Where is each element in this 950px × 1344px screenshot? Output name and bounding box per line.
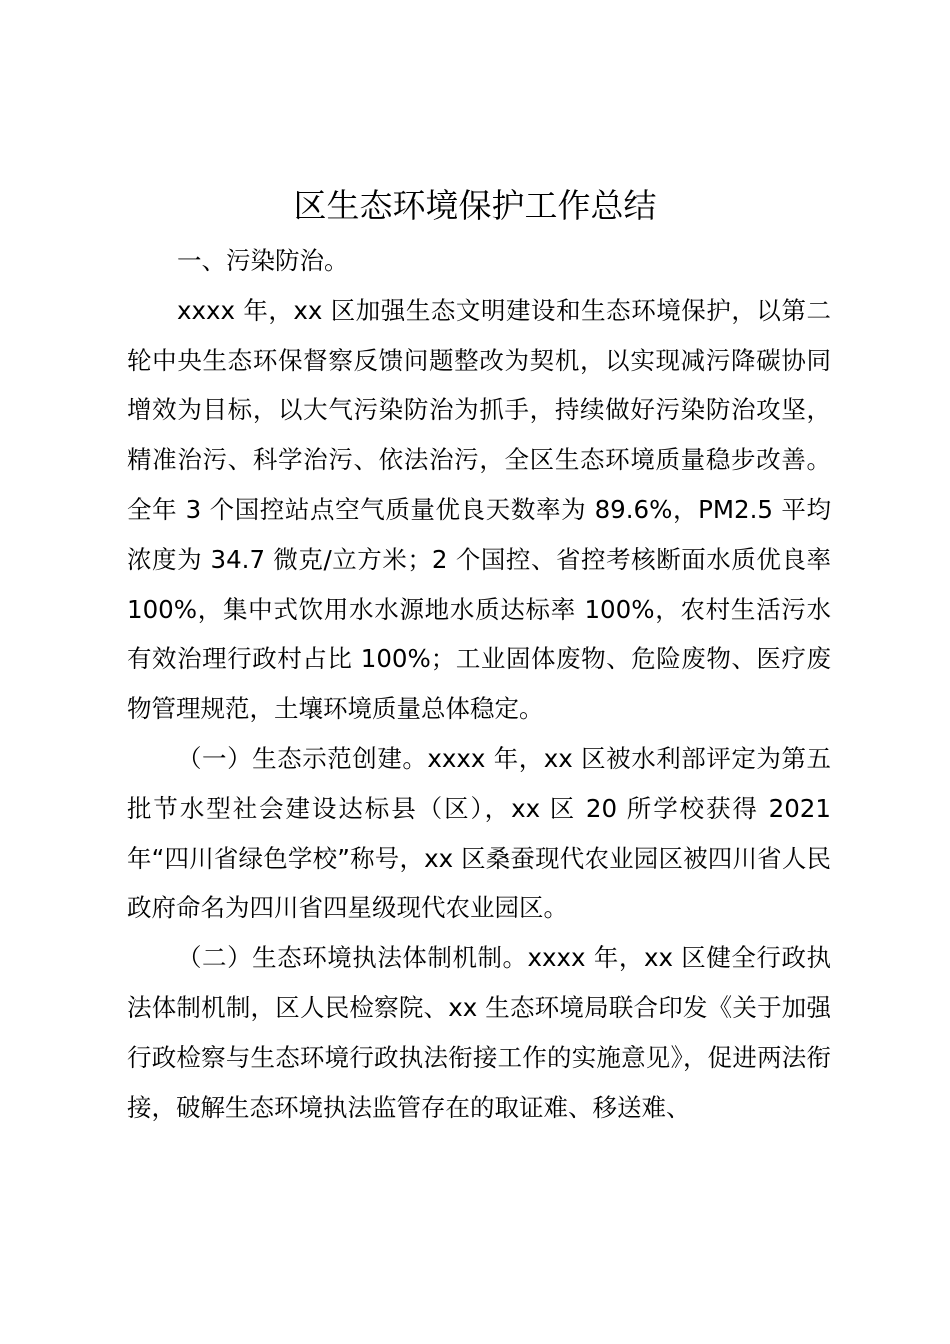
document-body (127, 236, 831, 1132)
paragraph-enforcement-mechanism: （二）生态环境执法体制机制。xxxx 年，xx 区健全行政执法体制机制，区人民检察院、xx 生态环境局联合印发《关于加强行政检察与生态环境行政执法衔接工作的实施意见》，促进两法衔接，破解生态环境执法监管存在的取证难、移送难、 (127, 943, 831, 1122)
paragraph-ecological-demonstration: （一）生态示范创建。xxxx 年，xx 区被水利部评定为第五批节水型社会建设达标县（区），xx 区 20 所学校获得 2021 年“四川省绿色学校”称号，xx 区桑蚕现代农业园区被四川省人民政府命名为四川省四星级现代农业园区。 (127, 743, 831, 923)
section-heading-pollution-control: 一、污染防治。 (177, 246, 349, 275)
document-title: 区生态环境保护工作总结 (293, 186, 657, 225)
paragraph-overview: xxxx 年，xx 区加强生态文明建设和生态环境保护，以第二轮中央生态环保督察反馈问题整改为契机，以实现减污降碳协同增效为目标，以大气污染防治为抓手，持续做好污染防治攻坚，精准治污、科学治污、依法治污，全区生态环境质量稳步改善。全年 3 个国控站点空气质量优良天数率为 89.6%，PM2.5 平均浓度为 34.7 微克/立方米；2 个国控、省控考核断面水质优良率 100%，集中式饮用水水源地水质达标率 100%，农村生活污水有效治理行政村占比 100%；工业固体废物、危险废物、医疗废物管理规范，土壤环境质量总体稳定。 (127, 295, 831, 724)
